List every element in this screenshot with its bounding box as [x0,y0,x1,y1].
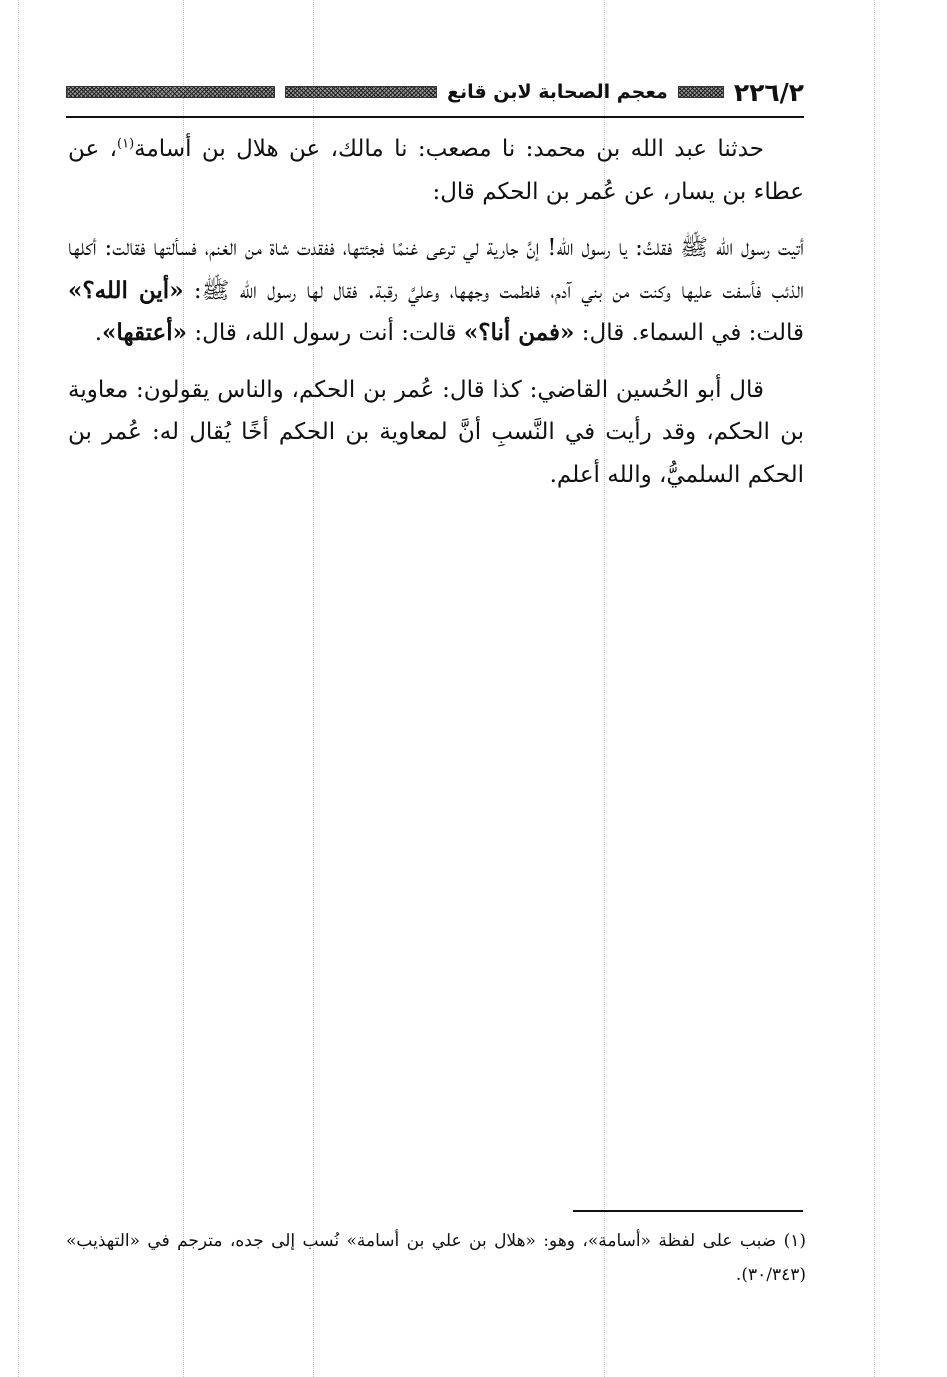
scan-artifact-line [874,0,875,1377]
page-header [66,74,804,114]
prophetic-quote: «أين الله؟» [68,276,184,304]
prophetic-quote: «أعتقها» [102,319,188,346]
scan-artifact-line [18,0,19,1377]
hadith-text: قالت: أنت رسول الله، قال: [187,320,464,346]
hadith-text: أتيت رسول الله ﷺ فقلتُ: يا رسول الله! إنَّ جارية لي ترعى غنمًا فجئتها، ففقدت شاة من الغنم، فسألتها فقالت: أكلها الذئب فأسفت عليها وكنت من بني آدم، فلطمت وجهها، وعليَّ رقبة. فقال لها رسول الله ﷺ: [68,235,804,304]
decorative-bar [66,86,275,98]
isnad-text: حدثنا عبد الله بن محمد: نا مصعب: نا مالك، عن هلال بن أسامة [134,136,765,162]
hadith-text: . [94,320,102,346]
footnote-1: (١) ضبب على لفظة «أسامة»، وهو: «هلال بن علي بن أسامة» نُسب إلى جده، مترجم في «التهذيب» (٣٠/٣٤٣). [66,1231,806,1285]
decorative-bar [285,86,437,98]
hadith-text: قالت: في السماء. قال: [574,320,804,346]
footnotes [66,1224,806,1292]
paragraph-isnad [68,128,804,213]
header-rule [66,116,804,118]
paragraph-commentary: قال أبو الحُسين القاضي: كذا قال: عُمر بن الحكم، والناس يقولون: معاوية بن الحكم، وقد رأيت في النَّسبِ أنَّ لمعاوية بن الحكم أخًا يُقال له: عُمر بن الحكم السلميُّ، والله أعلم. [68,376,804,488]
isnad-text-tail: ، عن عطاء بن يسار، عن عُمر بن الحكم قال: [68,136,804,205]
footnote-reference: (١) [117,136,135,152]
running-title: معجم الصحابة لابن قانع [446,81,668,103]
paragraph-hadith [68,227,804,355]
decorative-bar [678,86,724,98]
main-text [68,128,804,496]
footnote-separator [573,1210,803,1212]
page-number: ٢٢٦/٢ [733,77,804,107]
prophetic-quote: «فمن أنا؟» [463,319,575,346]
